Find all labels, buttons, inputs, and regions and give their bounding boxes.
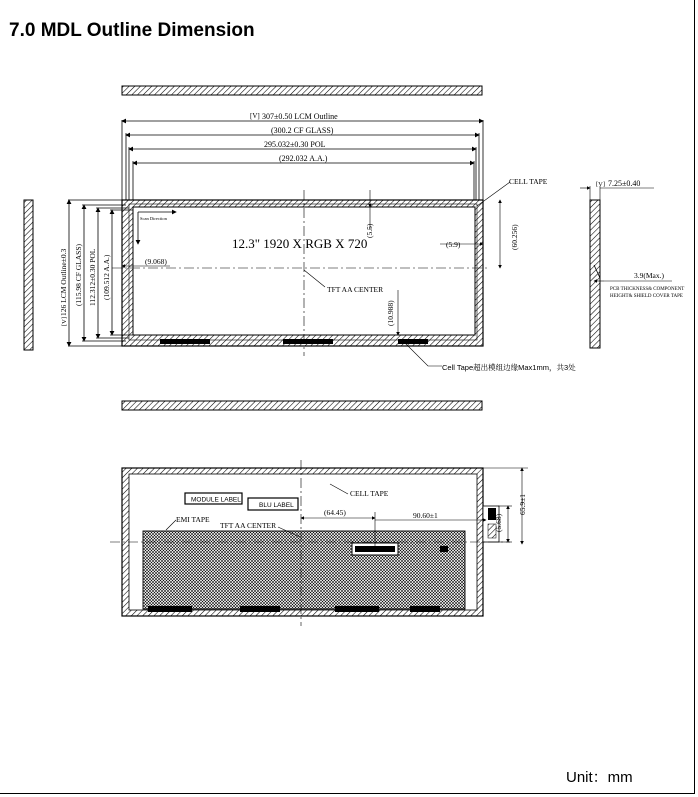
dim-5-9: (5.9) [446, 240, 461, 249]
side-note-1: PCB THICKNESS& COMPONENT [610, 287, 685, 292]
dim-lcm-outline-h: 126 LCM Outline±0.3 [59, 248, 68, 316]
dim-9-068: (9.068) [145, 257, 167, 266]
dim-cf-glass: (300.2 CF GLASS) [271, 126, 334, 135]
cell-tape-front-label: CELL TAPE [509, 177, 548, 186]
dim-5-5: (5.5) [365, 223, 374, 238]
dim-pol-h: 112.312±0.30 POL [88, 248, 97, 306]
module-label: MODULE LABEL [191, 496, 241, 504]
dim-cf-glass-h: (115.98 CF GLASS) [74, 243, 83, 306]
page-title: 7.0 MDL Outline Dimension [9, 20, 255, 41]
tft-aa-center-back: TFT AA CENTER [220, 521, 277, 530]
dim-64-45: (64.45) [324, 508, 346, 517]
display-spec: 12.3" 1920 X RGB X 720 [232, 236, 368, 251]
dim-5-68: (5.68) [494, 513, 503, 532]
back-view-emi-area [143, 531, 465, 609]
dim-10-988: (10.988) [386, 300, 395, 326]
dim-lcm-outline: 307±0.50 LCM Outline [262, 112, 338, 121]
dim-lcm-outline-v: [V] [250, 112, 260, 120]
dim-aa: (292.032 A.A.) [279, 154, 328, 163]
side-thickness: 7.25±0.40 [608, 179, 641, 188]
dim-aa-h: (109.512 A.A.) [102, 254, 111, 300]
tft-aa-center-front: TFT AA CENTER [327, 285, 384, 294]
emi-tape-label: EMI TAPE [176, 515, 210, 524]
dim-65-9: 65.9±1 [518, 494, 527, 515]
dim-pol: 295.032±0.30 POL [264, 140, 326, 149]
blu-label: BLU LABEL [259, 502, 294, 509]
dim-60-256: (60.256) [510, 224, 519, 250]
dim-90-60: 90.60±1 [413, 511, 438, 520]
side-max: 3.9(Max.) [634, 271, 664, 280]
top-view-strip [122, 86, 482, 95]
dim-lcm-outline-h-v: [V] [61, 316, 68, 326]
cell-tape-note: Cell Tape超出模组边缘Max1mm，共3处 [442, 363, 576, 372]
scan-direction-label: Scan Direction [140, 216, 167, 221]
left-side-strip [24, 200, 33, 350]
side-note-2: HEIGHT& SHIELD COVER TAPE [610, 294, 683, 299]
unit-label: Unit：mm [566, 769, 633, 786]
bottom-view-strip [122, 401, 482, 410]
side-v-marker: [V] [596, 181, 606, 188]
cell-tape-back-label: CELL TAPE [350, 489, 389, 498]
